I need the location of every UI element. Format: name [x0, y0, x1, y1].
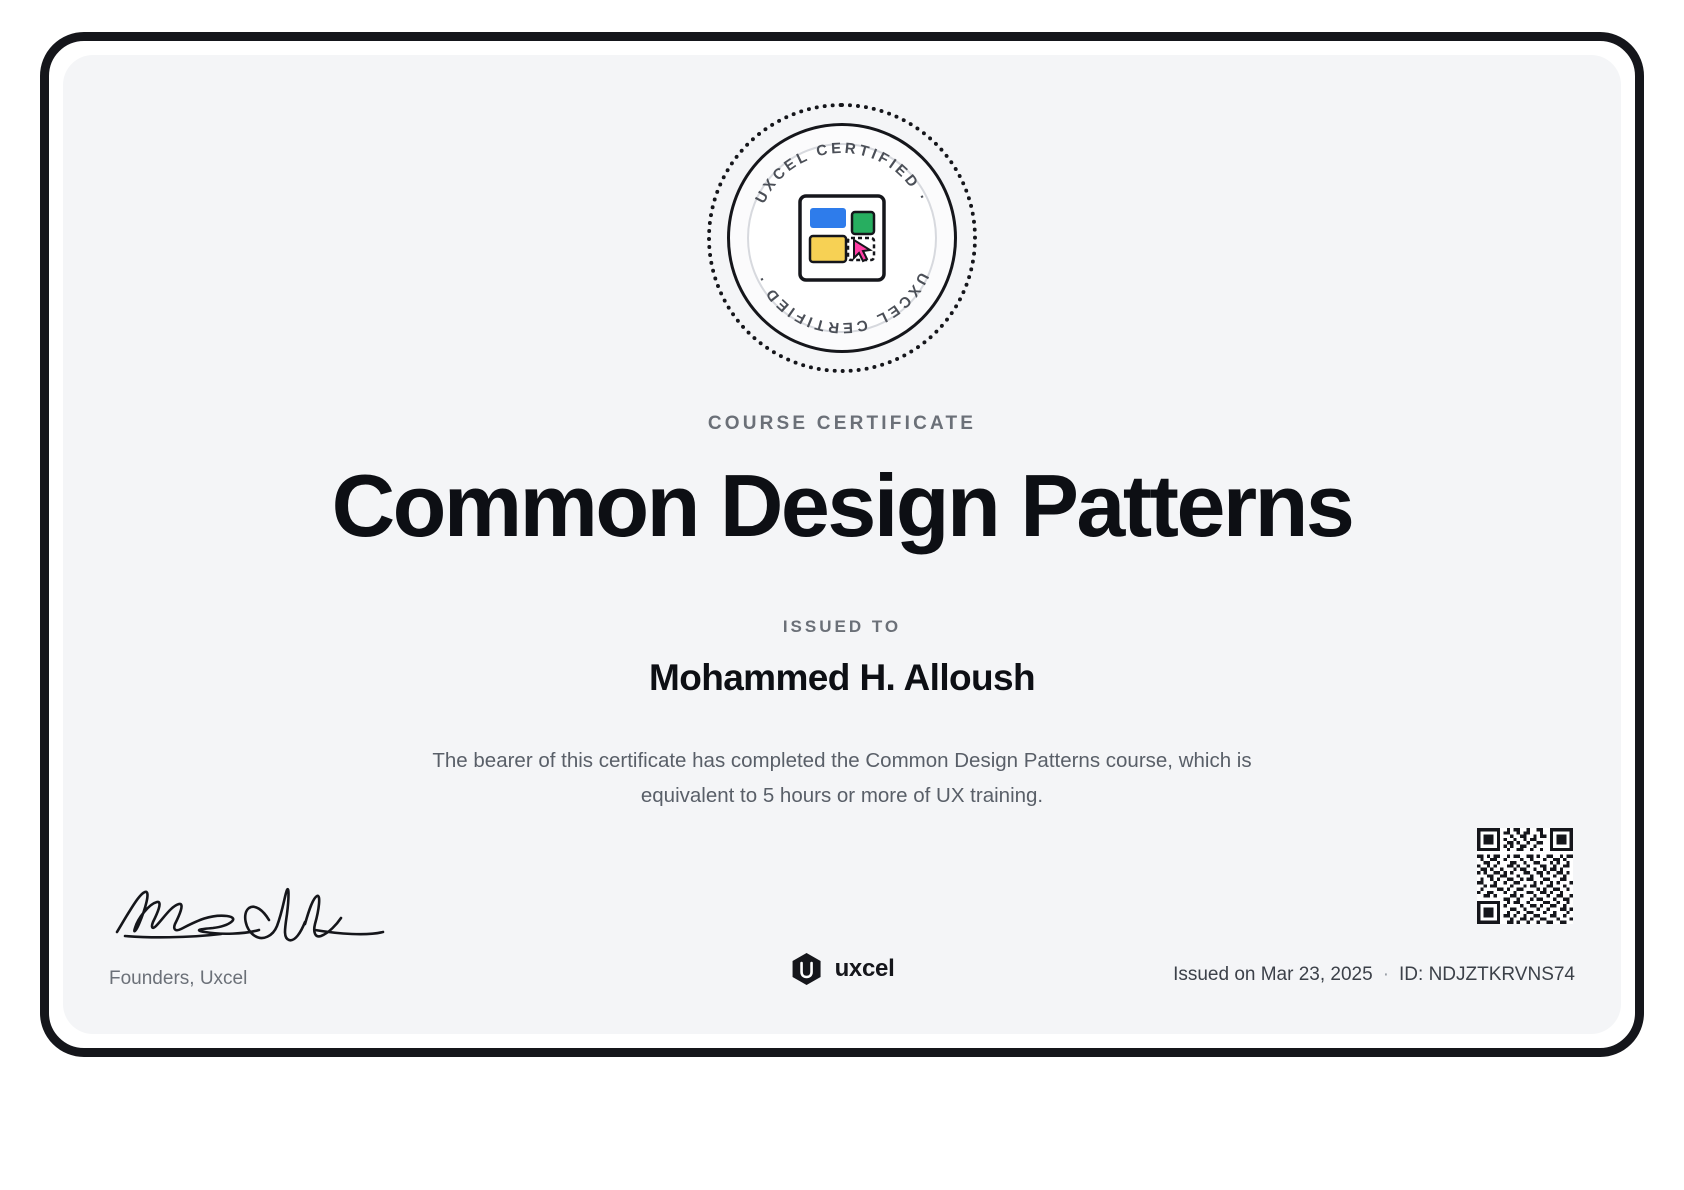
seal-text-bottom: UXCEL CERTIFIED · — [752, 269, 932, 337]
uxcel-window-layout-icon — [792, 188, 892, 288]
certificate-frame — [40, 32, 1644, 1057]
credential-id: ID: NDJZTKRVNS74 — [1399, 964, 1575, 985]
recipient-name: Mohammed H. Alloush — [648, 657, 1036, 698]
certificate-description: The bearer of this certificate has completed the Common Design Patterns course, which is equivalent to 5 hours or more of UX training. — [432, 749, 1252, 808]
seal-text-top: UXCEL CERTIFIED · — [752, 139, 932, 207]
founders-signature-icon — [109, 880, 399, 950]
certificate-kicker: COURSE CERTIFICATE — [707, 413, 977, 434]
founders-label: Founders, Uxcel — [109, 968, 248, 989]
issue-separator: · — [1382, 964, 1390, 985]
issue-info — [1173, 964, 1575, 986]
certificate-body — [63, 55, 1621, 1034]
signature-block — [109, 880, 449, 990]
certificate-seal — [707, 103, 977, 373]
issued-on-date: Issued on Mar 23, 2025 — [1173, 964, 1373, 985]
uxcel-brand — [790, 952, 895, 986]
course-title: Common Design Patterns — [331, 456, 1353, 555]
issued-to-label: ISSUED TO — [782, 617, 902, 636]
brand-name: uxcel — [834, 955, 895, 982]
credential-qr-code[interactable] — [1477, 828, 1573, 924]
uxcel-logo-icon — [790, 952, 824, 986]
